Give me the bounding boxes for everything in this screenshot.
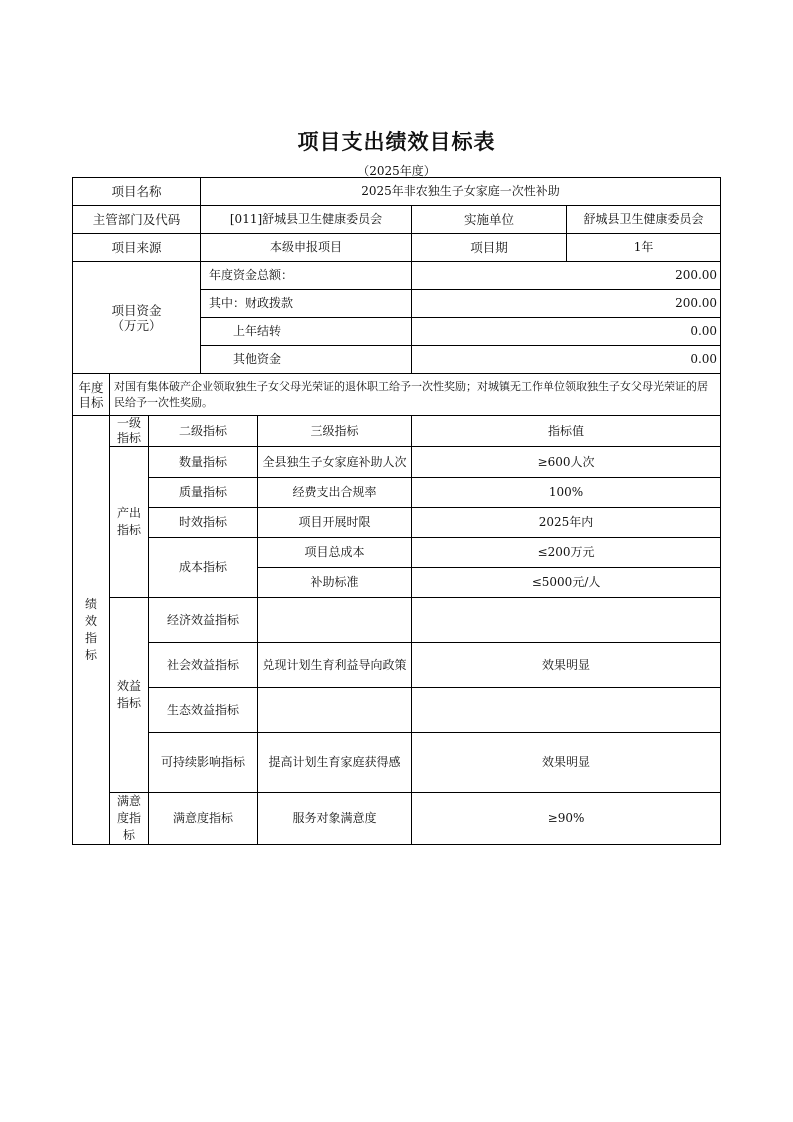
funds-other-label: 其他资金 (201, 346, 412, 374)
row-quality (73, 478, 721, 508)
satisfaction-l2: 满意度指标 (149, 793, 258, 845)
project-name-label: 项目名称 (73, 178, 201, 206)
source-value: 本级申报项目 (201, 234, 412, 262)
row-economic (73, 598, 721, 643)
row-cost-total (73, 538, 721, 568)
funds-total-label: 年度资金总额： (201, 262, 412, 290)
row-indicator-header (73, 416, 721, 447)
economic-l2: 经济效益指标 (149, 598, 258, 643)
sustainability-l3: 提高计划生育家庭获得感 (258, 733, 412, 793)
benefit-indicator-label: 效益 指标 (110, 598, 149, 793)
satisfaction-l3: 服务对象满意度 (258, 793, 412, 845)
ecological-l2: 生态效益指标 (149, 688, 258, 733)
funds-carryover-value: 0.00 (412, 318, 721, 346)
satisfaction-value: ≥90% (412, 793, 721, 845)
row-project-name (73, 178, 721, 206)
funds-other-value: 0.00 (412, 346, 721, 374)
cost-standard-value: ≤5000元/人 (412, 568, 721, 598)
quality-value: 100% (412, 478, 721, 508)
impl-label: 实施单位 (412, 206, 567, 234)
row-department (73, 206, 721, 234)
economic-value (412, 598, 721, 643)
header-level2: 二级指标 (149, 416, 258, 447)
time-l2: 时效指标 (149, 508, 258, 538)
quality-l3: 经费支出合规率 (258, 478, 412, 508)
sustainability-l2: 可持续影响指标 (149, 733, 258, 793)
row-social (73, 643, 721, 688)
sustainability-value: 效果明显 (412, 733, 721, 793)
row-ecological (73, 688, 721, 733)
row-satisfaction (73, 793, 721, 845)
social-l2: 社会效益指标 (149, 643, 258, 688)
header-value: 指标值 (412, 416, 721, 447)
social-l3: 兑现计划生育利益导向政策 (258, 643, 412, 688)
output-indicator-label: 产出 指标 (110, 447, 149, 598)
header-level1: 一级 指标 (110, 416, 149, 447)
dept-label: 主管部门及代码 (73, 206, 201, 234)
satisfaction-indicator-label: 满意 度指 标 (110, 793, 149, 845)
row-timeliness (73, 508, 721, 538)
row-source (73, 234, 721, 262)
indicator-section-label: 绩 效 指 标 (73, 416, 110, 845)
cost-standard-l3: 补助标准 (258, 568, 412, 598)
cost-total-value: ≤200万元 (412, 538, 721, 568)
time-value: 2025年内 (412, 508, 721, 538)
project-name-value: 2025年非农独生子女家庭一次性补助 (201, 178, 721, 206)
page-subtitle: （2025年度） (357, 164, 436, 178)
page-title: 项目支出绩效目标表 (297, 130, 496, 154)
funds-fiscal-label: 其中：财政拨款 (201, 290, 412, 318)
row-sustainability (73, 733, 721, 793)
source-label: 项目来源 (73, 234, 201, 262)
impl-value: 舒城县卫生健康委员会 (567, 206, 721, 234)
row-funds-total (73, 262, 721, 290)
header-level3: 三级指标 (258, 416, 412, 447)
row-annual-goal (73, 374, 721, 416)
economic-l3 (258, 598, 412, 643)
quantity-l2: 数量指标 (149, 447, 258, 478)
row-quantity (73, 447, 721, 478)
funds-fiscal-value: 200.00 (412, 290, 721, 318)
cost-l2: 成本指标 (149, 538, 258, 598)
period-value: 1年 (567, 234, 721, 262)
quality-l2: 质量指标 (149, 478, 258, 508)
goal-text: 对国有集体破产企业领取独生子女父母光荣证的退休职工给予一次性奖励；对城镇无工作单位领取独生子女父母光荣证的居民给予一次性奖励。 (110, 374, 721, 416)
funds-label: 项目资金 （万元） (73, 262, 201, 374)
ecological-value (412, 688, 721, 733)
performance-goal-table (72, 177, 721, 845)
time-l3: 项目开展时限 (258, 508, 412, 538)
ecological-l3 (258, 688, 412, 733)
dept-value: [011]舒城县卫生健康委员会 (201, 206, 412, 234)
quantity-l3: 全县独生子女家庭补助人次 (258, 447, 412, 478)
cost-total-l3: 项目总成本 (258, 538, 412, 568)
social-value: 效果明显 (412, 643, 721, 688)
goal-label: 年度 目标 (73, 374, 110, 416)
funds-carryover-label: 上年结转 (201, 318, 412, 346)
period-label: 项目期 (412, 234, 567, 262)
funds-total-value: 200.00 (412, 262, 721, 290)
quantity-value: ≥600人次 (412, 447, 721, 478)
